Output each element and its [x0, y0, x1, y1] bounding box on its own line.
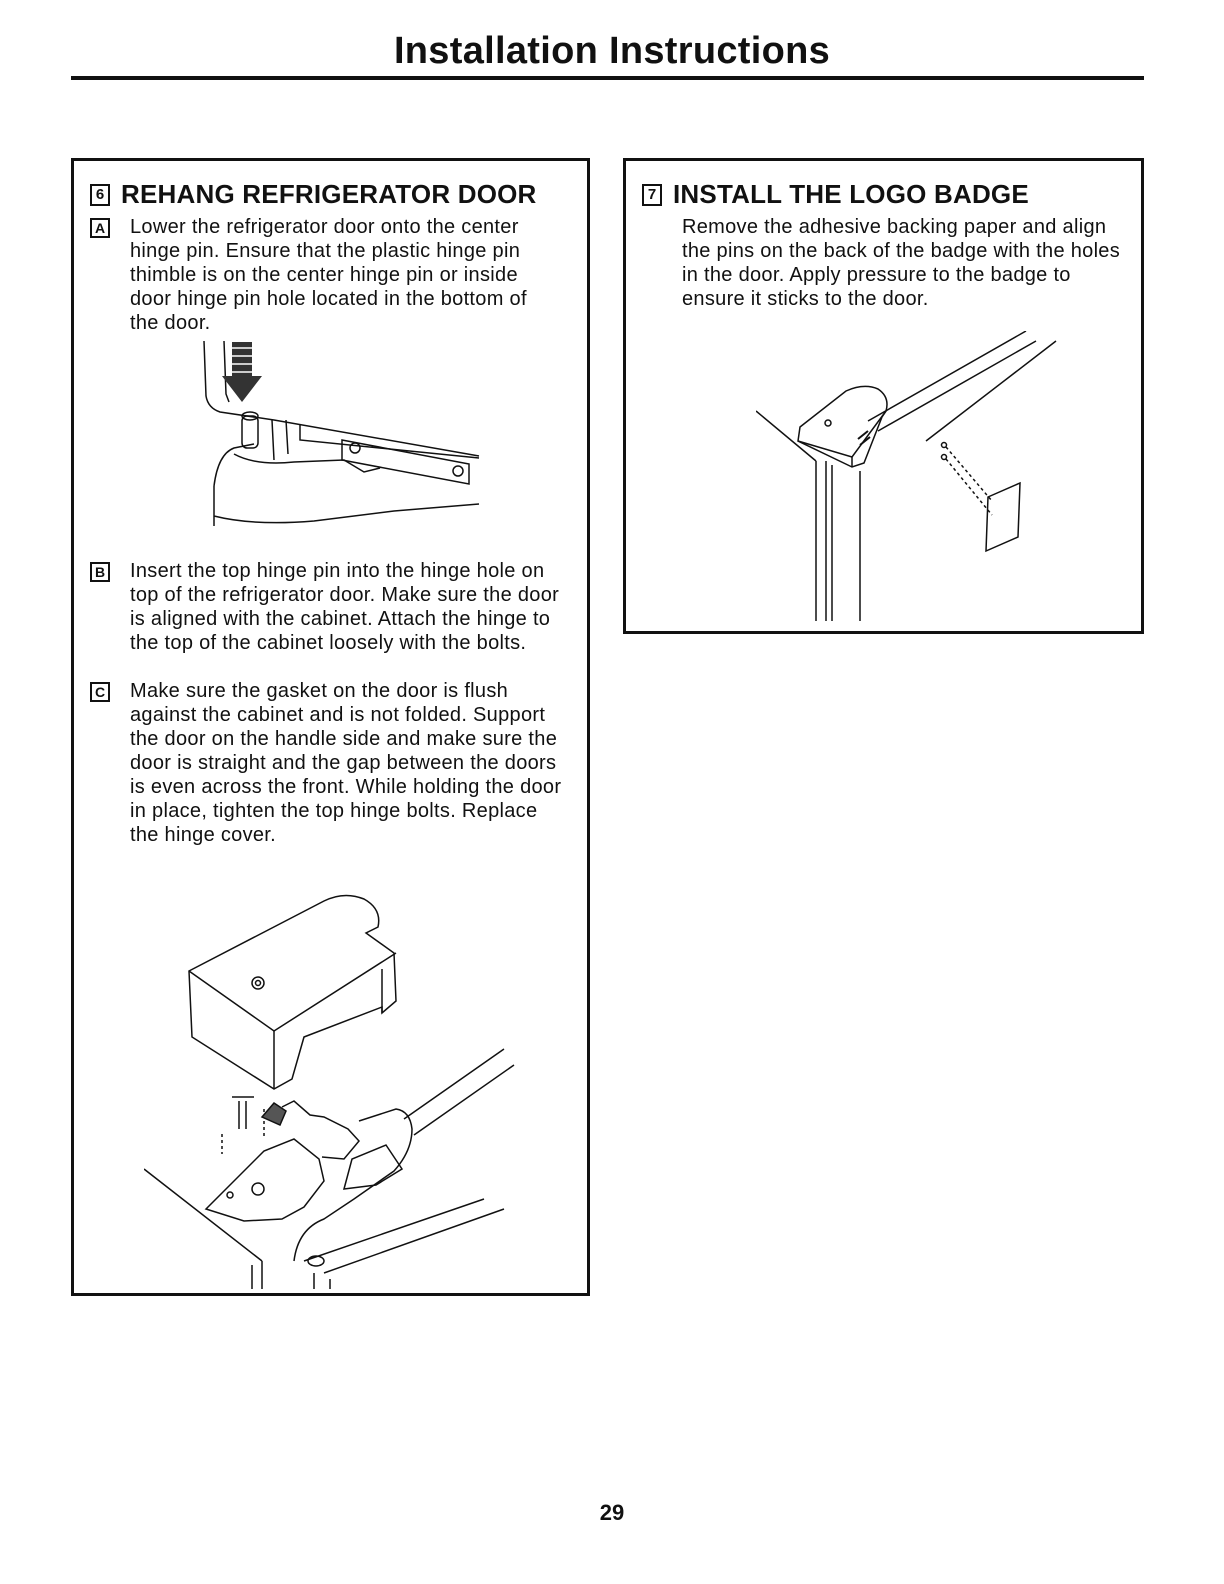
- top-hinge-icon: [206, 1097, 359, 1221]
- section-rehang-door-header: [90, 179, 537, 210]
- cabinet-top-edge: [404, 1049, 514, 1135]
- down-arrow-icon: [222, 342, 262, 402]
- door-top-edge: [868, 331, 1056, 441]
- step-b: [90, 559, 570, 655]
- center-hinge-illustration: [194, 336, 494, 536]
- section-number-badge: 6: [90, 184, 110, 206]
- step-text: Lower the refrigerator door onto the center hinge pin. Ensure that the plastic hinge pin thimble is on the center hinge pin or inside door hinge pin hole located in the bottom of the door.: [130, 216, 527, 334]
- hinge-cover-icon: [798, 386, 887, 467]
- step-letter-badge: A: [90, 218, 110, 238]
- cabinet-recess: [294, 1109, 412, 1261]
- hinge-pocket: [344, 1145, 402, 1189]
- section-title: INSTALL THE LOGO BADGE: [673, 179, 1029, 209]
- badge-instructions-text: Remove the adhesive backing paper and align the pins on the back of the badge with the holes in the door. Apply pressure to the badge to ensure it sticks to the door.: [682, 216, 1121, 310]
- section-logo-badge-panel: [623, 158, 1144, 634]
- step-a: [90, 215, 570, 335]
- door-top-edge: [304, 1199, 504, 1273]
- door-inner-line: [224, 341, 229, 402]
- top-hinge-cover-illustration: [144, 889, 524, 1289]
- section-number-badge: 7: [642, 184, 662, 206]
- section-logo-badge-header: [642, 179, 1029, 210]
- section-rehang-door-panel: [71, 158, 590, 1296]
- step-text: Insert the top hinge pin into the hinge hole on top of the refrigerator door. Make sure the door is aligned with the cabinet. Attach the hinge to the top of the cabinet loosely with the bolts.: [130, 560, 560, 654]
- logo-badge-illustration: [756, 331, 1076, 621]
- cabinet-corner-lines: [144, 1169, 262, 1289]
- hinge-pin-icon: [242, 412, 258, 448]
- screw-icon: [350, 443, 360, 453]
- step-letter-badge: C: [90, 682, 110, 702]
- door-bottom-lines: [272, 420, 479, 460]
- cabinet-top-line: [214, 486, 479, 526]
- step-c: [90, 679, 570, 847]
- title-divider: [71, 76, 1144, 80]
- screw-icon: [453, 466, 463, 476]
- page-number: 29: [599, 1500, 625, 1525]
- door-front-edge: [314, 1273, 330, 1289]
- section-title: REHANG REFRIGERATOR DOOR: [121, 179, 537, 209]
- cabinet-curve: [214, 444, 254, 486]
- logo-badge-icon: [942, 443, 1021, 552]
- hinge-cover-icon: [189, 895, 396, 1089]
- door-corner-lines: [756, 411, 860, 621]
- step-letter-badge: B: [90, 562, 110, 582]
- step-text: Make sure the gasket on the door is flush against the cabinet and is not folded. Support the door on the handle side and make sure the door is straight and the gap between the doors is even across the front. While holding the door in place, tighten the top hinge bolts. Replace the hinge cover.: [130, 680, 562, 846]
- page-title: Installation Instructions: [393, 30, 831, 72]
